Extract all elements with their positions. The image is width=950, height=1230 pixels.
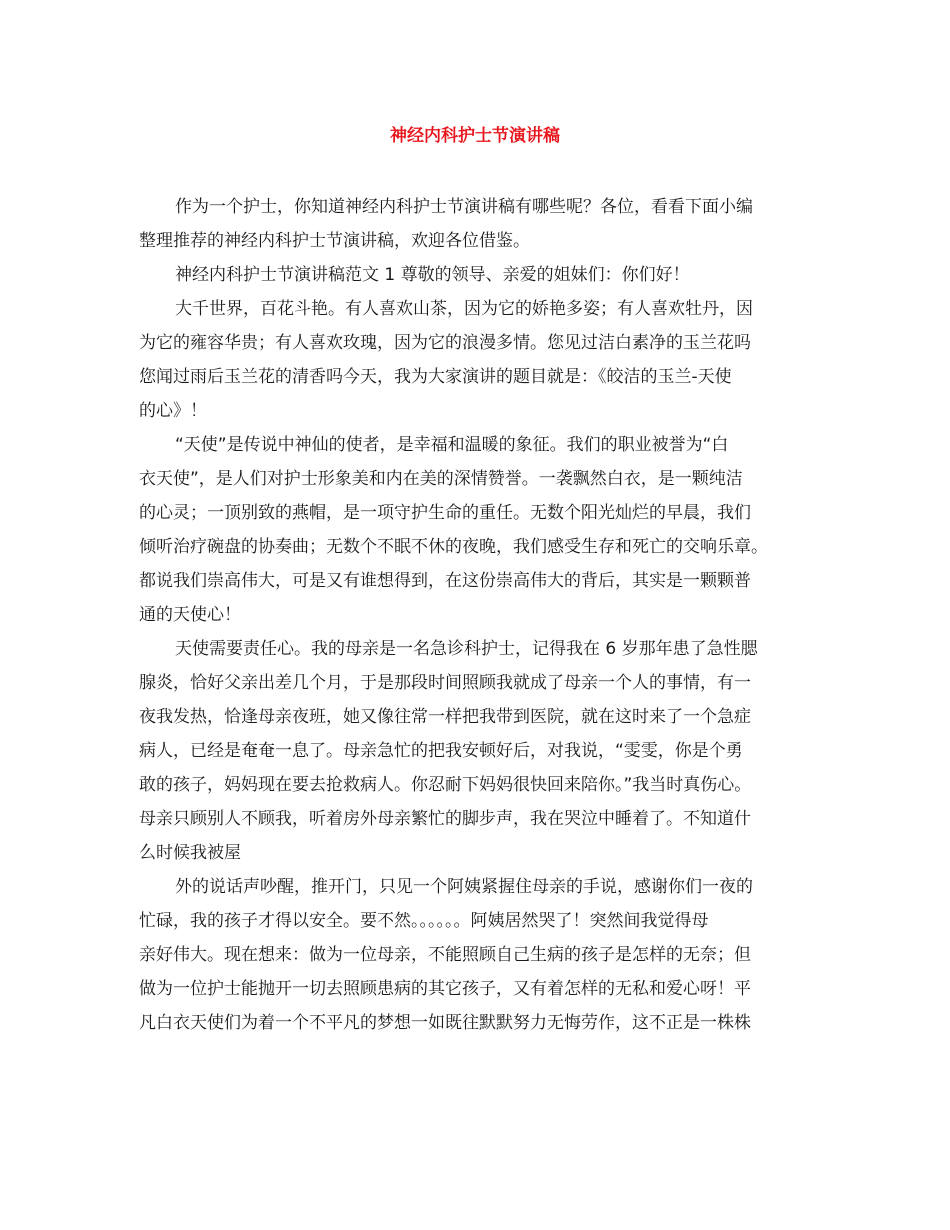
text-line: 凡白衣天使们为着一个不平凡的梦想一如既往默默努力无悔劳作，这不正是一株株 <box>139 1013 751 1033</box>
text-line: 整理推荐的神经内科护士节演讲稿，欢迎各位借鉴。 <box>139 231 530 251</box>
document-body <box>139 190 819 1040</box>
text-line: 为它的雍容华贵；有人喜欢玫瑰，因为它的浪漫多情。您见过洁白素净的玉兰花吗 <box>139 333 751 353</box>
text-line: 夜我发热，恰逢母亲夜班，她又像往常一样把我带到医院，就在这时来了一个急症 <box>139 707 751 727</box>
text-line: 通的天使心！ <box>139 605 241 625</box>
text-line: 做为一位护士能抛开一切去照顾患病的其它孩子，又有着怎样的无私和爱心呀！平 <box>139 979 751 999</box>
text-line: 腺炎，恰好父亲出差几个月，于是那段时间照顾我就成了母亲一个人的事情，有一 <box>139 673 751 693</box>
text-line: 都说我们崇高伟大，可是又有谁想得到，在这份崇高伟大的背后，其实是一颗颗普 <box>139 571 751 591</box>
text-line: 么时候我被屋 <box>139 843 241 863</box>
text-line: 病人，已经是奄奄一息了。母亲急忙的把我安顿好后，对我说，“雯雯，你是个勇 <box>139 741 743 761</box>
text-line: 母亲只顾别人不顾我，听着房外母亲繁忙的脚步声，我在哭泣中睡着了。不知道什 <box>139 809 751 829</box>
text-line: “天使”是传说中神仙的使者，是幸福和温暖的象征。我们的职业被誉为“白 <box>175 435 729 455</box>
text-line: 的心》！ <box>139 401 207 421</box>
text-line: 您闻过雨后玉兰花的清香吗今天，我为大家演讲的题目就是：《皎洁的玉兰-天使 <box>139 367 732 387</box>
text-line: 神经内科护士节演讲稿范文 1 尊敬的领导、亲爱的姐妹们：你们好！ <box>175 265 690 285</box>
document-title: 神经内科护士节演讲稿 <box>390 126 560 146</box>
text-line: 天使需要责任心。我的母亲是一名急诊科护士，记得我在 6 岁那年患了急性腮 <box>175 639 758 659</box>
text-line: 倾听治疗碗盘的协奏曲；无数个不眠不休的夜晚，我们感受生存和死亡的交响乐章。 <box>139 537 768 557</box>
text-line: 作为一个护士，你知道神经内科护士节演讲稿有哪些呢？各位，看看下面小编 <box>175 197 753 217</box>
text-line: 外的说话声吵醒，推开门，只见一个阿姨紧握住母亲的手说，感谢你们一夜的 <box>175 877 753 897</box>
text-line: 忙碌，我的孩子才得以安全。要不然。。。。。。阿姨居然哭了！突然间我觉得母 <box>139 911 709 931</box>
text-line: 亲好伟大。现在想来：做为一位母亲，不能照顾自己生病的孩子是怎样的无奈；但 <box>139 945 751 965</box>
text-line: 衣天使”，是人们对护士形象美和内在美的深情赞誉。一袭飘然白衣，是一颗纯洁 <box>139 469 743 489</box>
text-line: 大千世界，百花斗艳。有人喜欢山茶，因为它的娇艳多姿；有人喜欢牡丹，因 <box>175 299 753 319</box>
text-line: 敢的孩子，妈妈现在要去抢救病人。你忍耐下妈妈很快回来陪你。”我当时真伤心。 <box>139 775 752 795</box>
text-line: 的心灵；一顶别致的燕帽，是一项守护生命的重任。无数个阳光灿烂的早晨，我们 <box>139 503 751 523</box>
